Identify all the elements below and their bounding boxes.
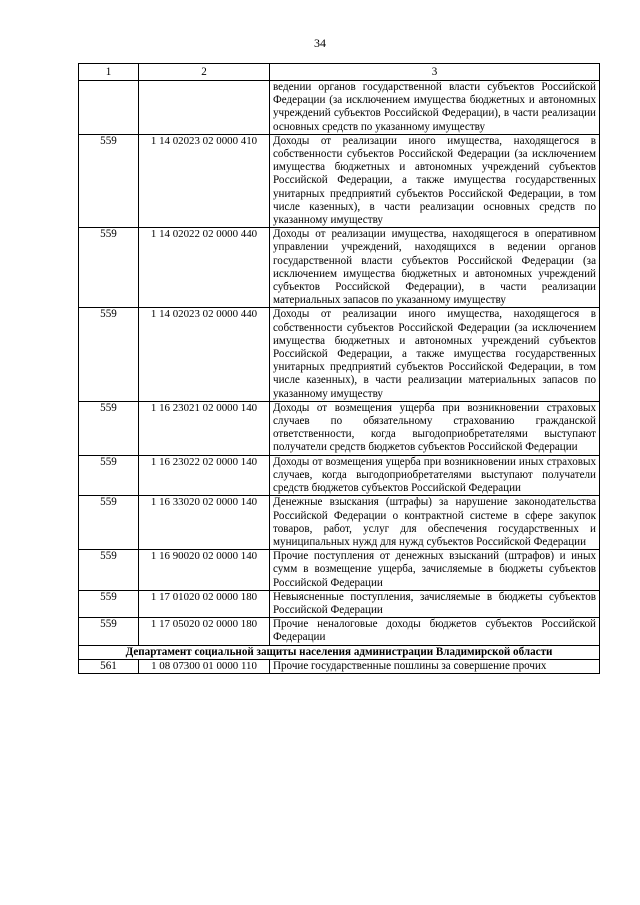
budget-code-cell: 1 08 07300 01 0000 110: [139, 659, 270, 673]
description-cell: Доходы от реализации иного имущества, находящегося в собственности субъектов Российской Федерации (за исключением имущества бюджетных и автономных учреждений субъектов Российской Федерации, а также имущества государственных унитарных предприятий субъектов Российской Федерации, в том числе казенных), в части реализации основных средств по указанному имуществу: [270, 134, 600, 227]
description-cell: Невыясненные поступления, зачисляемые в бюджеты субъектов Российской Федерации: [270, 590, 600, 617]
admin-code-cell: 559: [79, 496, 139, 550]
description-cell: Доходы от реализации иного имущества, находящегося в собственности субъектов Российской Федерации (за исключением имущества бюджетных и автономных учреждений субъектов Российской Федерации, а также имущества государственных унитарных предприятий субъектов Российской Федерации, в том числе казенных), в части реализации материальных запасов по указанному имуществу: [270, 308, 600, 401]
admin-code-cell: 559: [79, 618, 139, 645]
admin-code-cell: 561: [79, 659, 139, 673]
description-cell: Доходы от возмещения ущерба при возникновении иных страховых случаев, когда выгодоприобретателями выступают получатели средств бюджетов субъектов Российской Федерации: [270, 455, 600, 496]
budget-code-cell: 1 16 33020 02 0000 140: [139, 496, 270, 550]
admin-code-cell: 559: [79, 228, 139, 308]
admin-code-cell: 559: [79, 401, 139, 455]
table-row: [79, 659, 600, 673]
column-header-admin: 1: [79, 64, 139, 81]
section-header-row: [79, 645, 600, 659]
column-header-description: 3: [270, 64, 600, 81]
table-row: [79, 81, 600, 135]
budget-code-cell: 1 14 02022 02 0000 440: [139, 228, 270, 308]
description-cell: ведении органов государственной власти субъектов Российской Федерации (за исключением имущества бюджетных и автономных учреждений субъектов Российской Федерации), в части реализации основных средств по указанному имуществу: [270, 81, 600, 135]
admin-code-cell: 559: [79, 455, 139, 496]
admin-code-cell: 559: [79, 134, 139, 227]
description-cell: Прочие неналоговые доходы бюджетов субъектов Российской Федерации: [270, 618, 600, 645]
budget-code-cell: 1 14 02023 02 0000 440: [139, 308, 270, 401]
description-cell: Прочие государственные пошлины за совершение прочих: [270, 659, 600, 673]
table-row: [79, 618, 600, 645]
description-cell: Денежные взыскания (штрафы) за нарушение законодательства Российской Федерации о контрактной системе в сфере закупок товаров, работ, услуг для обеспечения государственных и муниципальных нужд для нужд субъектов Российской Федерации: [270, 496, 600, 550]
revenue-codes-table: [78, 63, 600, 674]
budget-code-cell: 1 14 02023 02 0000 410: [139, 134, 270, 227]
table-row: [79, 550, 600, 591]
admin-code-cell: [79, 81, 139, 135]
budget-code-cell: 1 16 23022 02 0000 140: [139, 455, 270, 496]
admin-code-cell: 559: [79, 590, 139, 617]
budget-code-cell: 1 17 05020 02 0000 180: [139, 618, 270, 645]
budget-code-cell: 1 16 23021 02 0000 140: [139, 401, 270, 455]
table-row: [79, 134, 600, 227]
budget-code-cell: [139, 81, 270, 135]
budget-code-cell: 1 16 90020 02 0000 140: [139, 550, 270, 591]
description-cell: Прочие поступления от денежных взысканий (штрафов) и иных сумм в возмещение ущерба, зачисляемые в бюджеты субъектов Российской Федерации: [270, 550, 600, 591]
table-row: [79, 496, 600, 550]
table-row: [79, 308, 600, 401]
table-row: [79, 228, 600, 308]
admin-code-cell: 559: [79, 308, 139, 401]
table-row: [79, 401, 600, 455]
table-row: [79, 455, 600, 496]
description-cell: Доходы от возмещения ущерба при возникновении страховых случаев по обязательному страхованию гражданской ответственности, когда выгодоприобретателями выступают получатели средств бюджетов субъектов Российской Федерации: [270, 401, 600, 455]
budget-code-cell: 1 17 01020 02 0000 180: [139, 590, 270, 617]
column-header-code: 2: [139, 64, 270, 81]
admin-code-cell: 559: [79, 550, 139, 591]
table-row: [79, 590, 600, 617]
description-cell: Доходы от реализации имущества, находящегося в оперативном управлении учреждений, находящихся в ведении органов государственной власти субъектов Российской Федерации (за исключением имущества бюджетных и автономных учреждений субъектов Российской Федерации), в части реализации материальных запасов по указанному имуществу: [270, 228, 600, 308]
section-title: Департамент социальной защиты населения администрации Владимирской области: [79, 645, 600, 659]
table-header-row: [79, 64, 600, 81]
page-number: 34: [314, 36, 326, 50]
